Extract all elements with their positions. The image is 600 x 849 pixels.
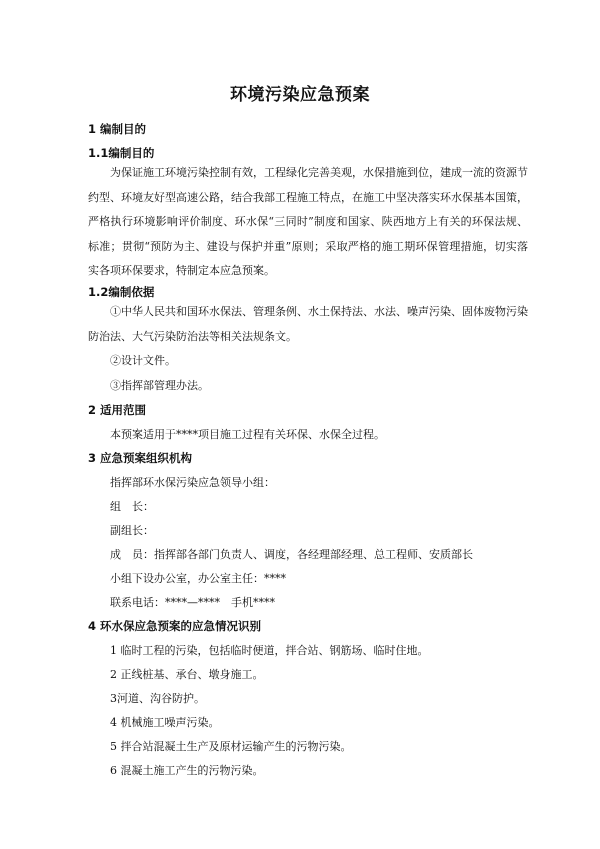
section-4-item-6: 6 混凝土施工产生的污物污染。 [110, 764, 264, 777]
section-3-line-5: 小组下设办公室，办公室主任：**** [110, 572, 286, 585]
section-1-1-paragraph: 为保证施工环境污染控制有效，工程绿化完善美观，水保措施到位，建成一流的资源节约型、环境友好型高速公路，结合我部工程施工特点，在施工中坚决落实环水保基本国策，严格执行环境影响评价制度、环水保“三同时”制度和国家、陕西地方上有关的环保法规、标准；贯彻“预防为主、建设与保护并重”原则；采取严格的施工期环保管理措施，切实落实各项环保要求，特制定本应急预案。 [88, 166, 528, 277]
section-2-paragraph: 本预案适用于****项目施工过程有关环保、水保全过程。 [110, 428, 385, 441]
section-heading-1-2: 1.2编制依据 [88, 285, 155, 299]
section-3-line-3: 副组长： [110, 524, 154, 537]
section-heading-1: 1 编制目的 [88, 122, 147, 136]
section-1-2-item-3: ③指挥部管理办法。 [110, 379, 209, 392]
section-heading-2: 2 适用范围 [88, 403, 147, 417]
section-4-item-5: 5 拌合站混凝土生产及原材运输产生的污物污染。 [110, 740, 352, 753]
section-heading-1-1: 1.1编制目的 [88, 146, 155, 160]
section-heading-4: 4 环水保应急预案的应急情况识别 [88, 619, 262, 633]
section-1-2-item-1: ①中华人民共和国环水保法、管理条例、水土保持法、水法、噪声污染、固体废物污染防治法、大气污染防治法等相关法规条文。 [88, 305, 528, 343]
section-3-line-1: 指挥部环水保污染应急领导小组： [110, 476, 275, 489]
section-4-item-2: 2 正线桩基、承台、墩身施工。 [110, 668, 264, 681]
section-4-item-1: 1 临时工程的污染，包括临时便道，拌合站、钢筋场、临时住地。 [110, 644, 429, 657]
section-4-item-3: 3河道、沟谷防护。 [110, 692, 205, 705]
section-3-line-6: 联系电话：****—**** 手机**** [110, 596, 275, 609]
section-heading-3: 3 应急预案组织机构 [88, 451, 193, 465]
document-title: 环境污染应急预案 [230, 85, 370, 105]
section-1-2-item-2: ②设计文件。 [110, 354, 176, 367]
section-3-line-4: 成 员：指挥部各部门负责人、调度，各经理部经理、总工程师、安质部长 [110, 548, 473, 561]
section-3-line-2: 组 长： [110, 500, 154, 513]
section-4-item-4: 4 机械施工噪声污染。 [110, 716, 220, 729]
